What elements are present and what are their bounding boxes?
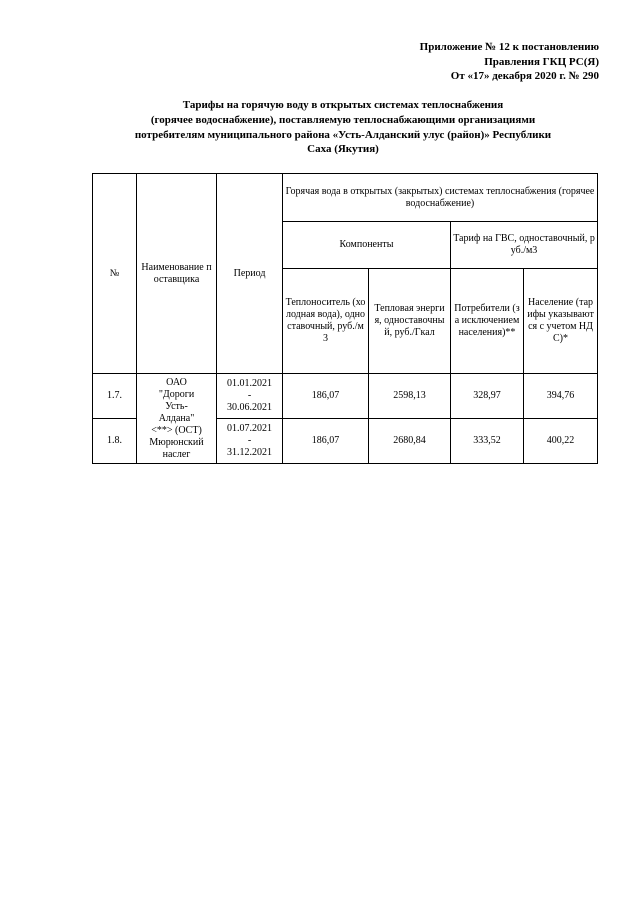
row-period xyxy=(217,374,283,419)
row-consumers: 328,97 xyxy=(451,374,524,419)
header-components: Компоненты xyxy=(283,222,451,269)
supplier-line: ОАО xyxy=(166,376,187,388)
title-line-3: потребителям муниципального района «Усть-Алданский улус (район)» Республики xyxy=(134,128,552,141)
supplier-name-cell xyxy=(137,374,217,464)
header-line-date: От «17» декабря 2020 г. № 290 xyxy=(450,70,599,82)
header-line-board: Правления ГКЦ РС(Я) xyxy=(484,55,599,68)
title-line-1: Тарифы на горячую воду в открытых системах теплоснабжения xyxy=(182,99,504,111)
header-hot-water-group: Горячая вода в открытых (закрытых) системах теплоснабжения (горячее водоснабжение) xyxy=(283,174,598,222)
supplier-line: наслег xyxy=(162,448,191,460)
period-end: 30.06.2021 xyxy=(227,402,272,413)
header-consumers: Потребители (за исключением населения)** xyxy=(451,269,524,374)
title-line-2: (горячее водоснабжение), поставляемую теплоснабжающими организациями xyxy=(150,113,536,126)
row-num: 1.8. xyxy=(93,419,137,464)
row-population: 400,22 xyxy=(524,419,598,464)
row-num: 1.7. xyxy=(93,374,137,419)
supplier-line: Алдана" xyxy=(158,412,195,424)
period-start: 01.01.2021 xyxy=(227,378,272,389)
row-energy: 2598,13 xyxy=(369,374,451,419)
supplier-line: Мюрюнский xyxy=(149,436,204,448)
document-header xyxy=(239,40,599,84)
tariff-table xyxy=(92,173,598,464)
row-energy: 2680,84 xyxy=(369,419,451,464)
document-title xyxy=(88,98,598,157)
header-line-appendix: Приложение № 12 к постановлению xyxy=(419,41,599,53)
header-population: Население (тарифы указываются с учетом НДС)* xyxy=(524,269,598,374)
row-carrier: 186,07 xyxy=(283,374,369,419)
title-line-4: Саха (Якутия) xyxy=(307,143,379,156)
header-supplier: Наименование поставщика xyxy=(137,174,217,374)
supplier-line: "Дороги xyxy=(158,388,195,400)
header-energy: Тепловая энергия, одноставочный, руб./Гкал xyxy=(369,269,451,374)
header-tariff: Тариф на ГВС, одноставочный, руб./м3 xyxy=(451,222,598,269)
period-start: 01.07.2021 xyxy=(227,423,272,434)
supplier-line: <**> (ОСТ) xyxy=(151,424,202,436)
period-end: 31.12.2021 xyxy=(227,447,272,458)
supplier-line: Усть- xyxy=(165,400,188,412)
row-population: 394,76 xyxy=(524,374,598,419)
header-period: Период xyxy=(217,174,283,374)
row-consumers: 333,52 xyxy=(451,419,524,464)
row-period xyxy=(217,419,283,464)
header-row-1 xyxy=(93,174,598,222)
table-row xyxy=(93,374,598,419)
header-num: № xyxy=(93,174,137,374)
header-carrier: Теплоноситель (холодная вода), одноставочный, руб./м3 xyxy=(283,269,369,374)
period-dash: - xyxy=(247,390,252,401)
period-dash: - xyxy=(247,435,252,446)
row-carrier: 186,07 xyxy=(283,419,369,464)
